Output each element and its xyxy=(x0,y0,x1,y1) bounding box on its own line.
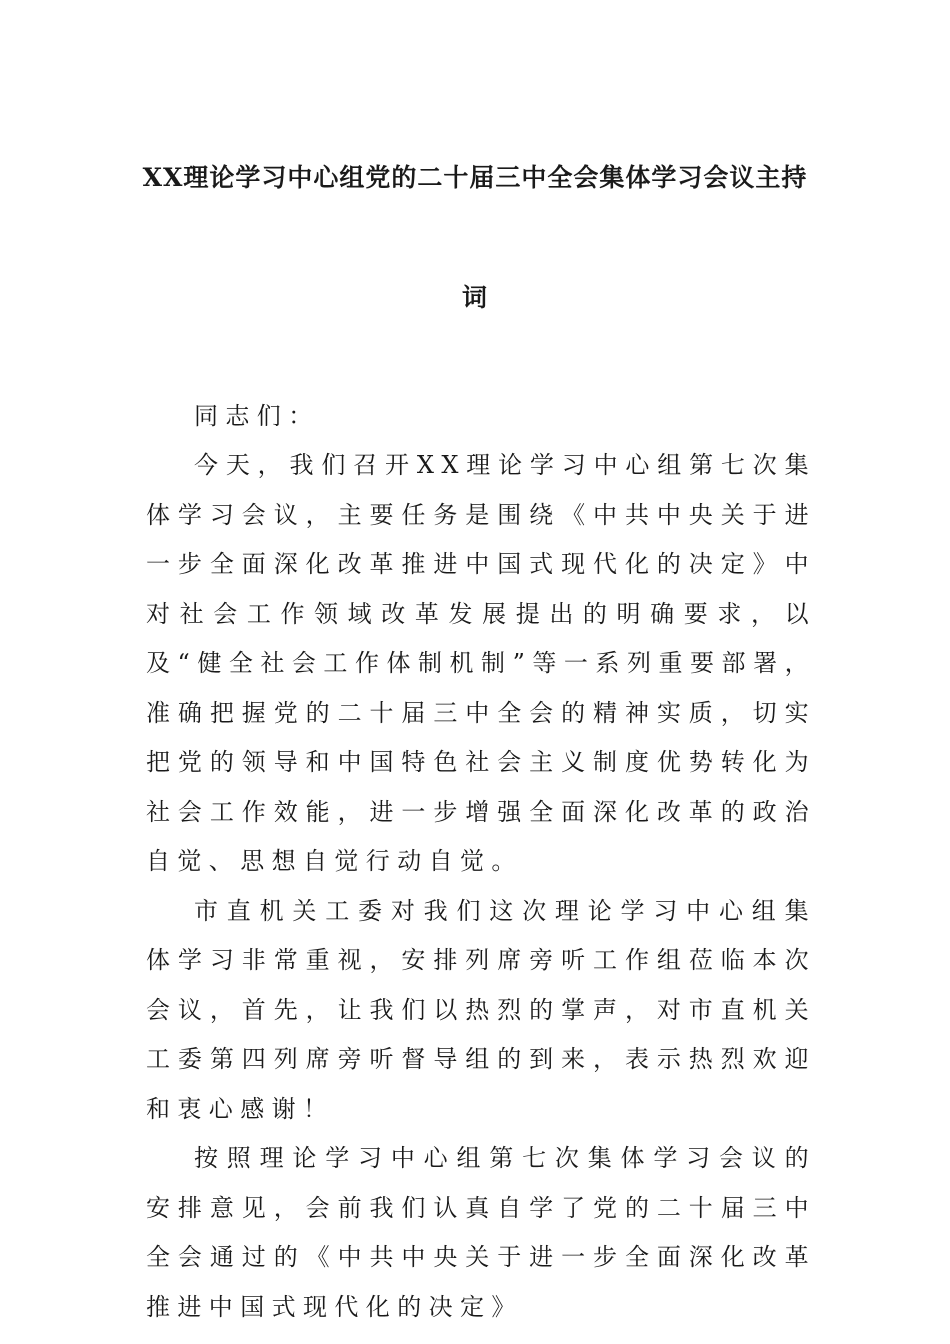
paragraph-3: 按照理论学习中心组第七次集体学习会议的安排意见，会前我们认真自学了党的二十届三中全会通过的《中共中央关于进一步全面深化改革推进中国式现代化的决定》 xyxy=(146,1144,816,1321)
salutation xyxy=(146,392,816,442)
document-title-line-2: 词 xyxy=(461,283,488,312)
paragraph-1: 今天，我们召开XX理论学习中心组第七次集体学习会议，主要任务是围绕《中共中央关于进一步全面深化改革推进中国式现代化的决定》中对社会工作领域改革发展提出的明确要求，以及“健全社会工作体制机制”等一系列重要部署，准确把握党的二十届三中全会的精神实质，切实把党的领导和中国特色社会主义制度优势转化为社会工作效能，进一步增强全面深化改革的政治自觉、思想自觉行动自觉。 xyxy=(146,451,816,875)
salutation-text: 同志们： xyxy=(194,402,320,430)
body-paragraphs xyxy=(146,441,816,1332)
document-title-line-1: XX理论学习中心组党的二十届三中全会集体学习会议主持 xyxy=(142,163,808,192)
paragraph-2: 市直机关工委对我们这次理论学习中心组集体学习非常重视，安排列席旁听工作组莅临本次会议，首先，让我们以热烈的掌声，对市直机关工委第四列席旁听督导组的到来，表示热烈欢迎和衷心感谢！ xyxy=(146,896,816,1123)
